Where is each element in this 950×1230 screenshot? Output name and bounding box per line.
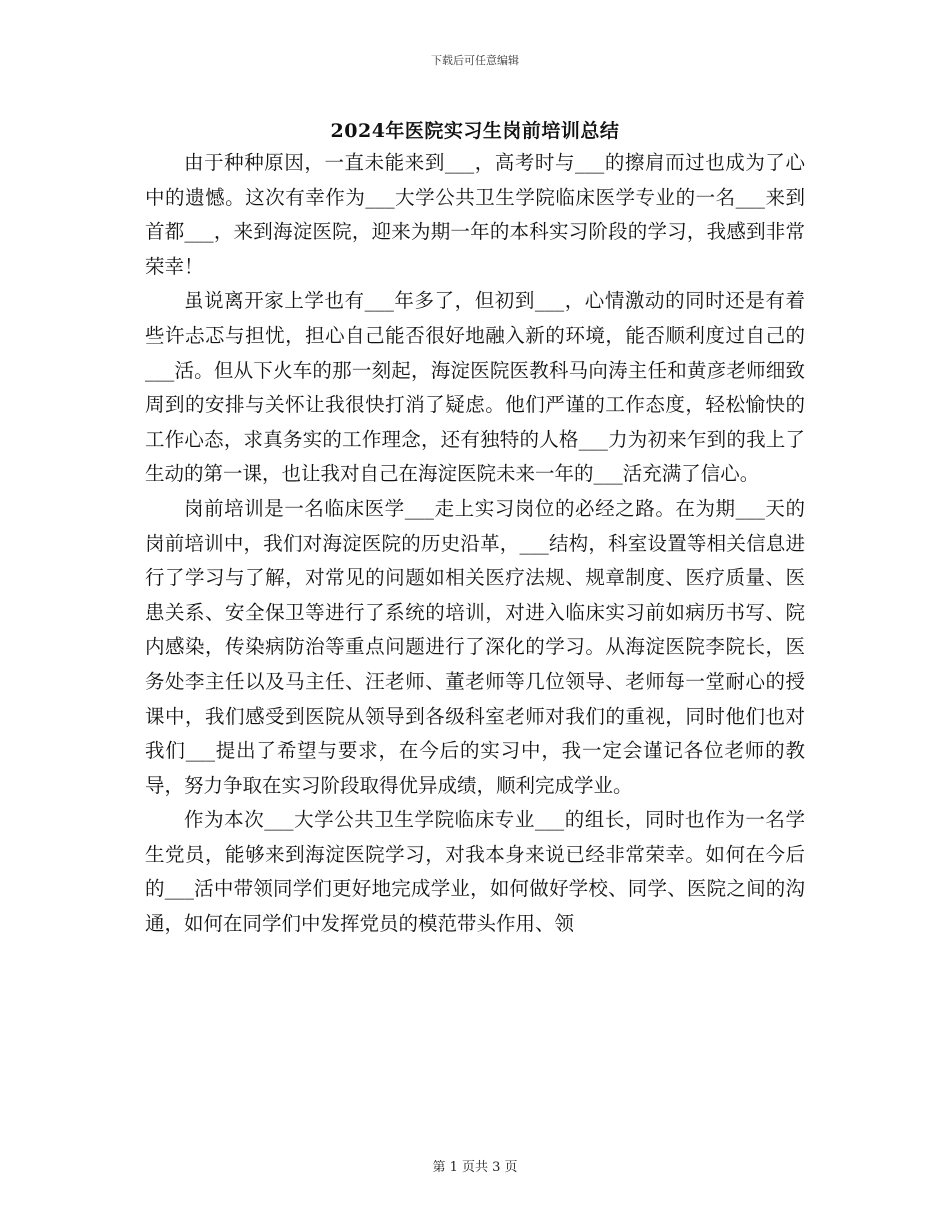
- paragraph-2: 虽说离开家上学也有___年多了，但初到___，心情激动的同时还是有着些许忐忑与担忧，担心自己能否很好地融入新的环境，能否顺利度过自己的___活。但从下火车的那一刻起，海淀医院医教科马向涛主任和黄彦老师细致周到的安排与关怀让我很快打消了疑虑。他们严谨的工作态度，轻松愉快的工作心态，求真务实的工作理念，还有独特的人格___力为初来乍到的我上了生动的第一课，也让我对自己在海淀医院未来一年的___活充满了信心。: [145, 289, 805, 486]
- paragraph-4: 作为本次___大学公共卫生学院临床专业___的组长，同时也作为一名学生党员，能够来到海淀医院学习，对我本身来说已经非常荣幸。如何在今后的___活中带领同学们更好地完成学业，如何做好学校、同学、医院之间的沟通，如何在同学们中发挥党员的模范带头作用、领: [145, 808, 805, 936]
- page-header-note: 下载后可任意编辑: [431, 54, 519, 67]
- document-title: 2024年医院实习生岗前培训总结: [330, 120, 620, 142]
- document-body: [145, 146, 805, 942]
- paragraph-3: 岗前培训是一名临床医学___走上实习岗位的必经之路。在为期___天的岗前培训中，我们对海淀医院的历史沿革，___结构，科室设置等相关信息进行了学习与了解，对常见的问题如相关医疗法规、规章制度、医疗质量、医患关系、安全保卫等进行了系统的培训，对进入临床实习前如病历书写、院内感染，传染病防治等重点问题进行了深化的学习。从海淀医院李院长，医务处李主任以及马主任、汪老师、董老师等几位领导、老师每一堂耐心的授课中，我们感受到医院从领导到各级科室老师对我们的重视，同时他们也对我们___提出了希望与要求，在今后的实习中，我一定会谨记各位老师的教导，努力争取在实习阶段取得优异成绩，顺利完成学业。: [145, 496, 805, 797]
- page-number: 第 1 页共 3 页: [432, 1160, 518, 1175]
- paragraph-1: 由于种种原因，一直未能来到___，高考时与___的擦肩而过也成为了心中的遗憾。这次有幸作为___大学公共卫生学院临床医学专业的一名___来到首都___，来到海淀医院，迎来为期一年的本科实习阶段的学习，我感到非常荣幸！: [145, 151, 805, 278]
